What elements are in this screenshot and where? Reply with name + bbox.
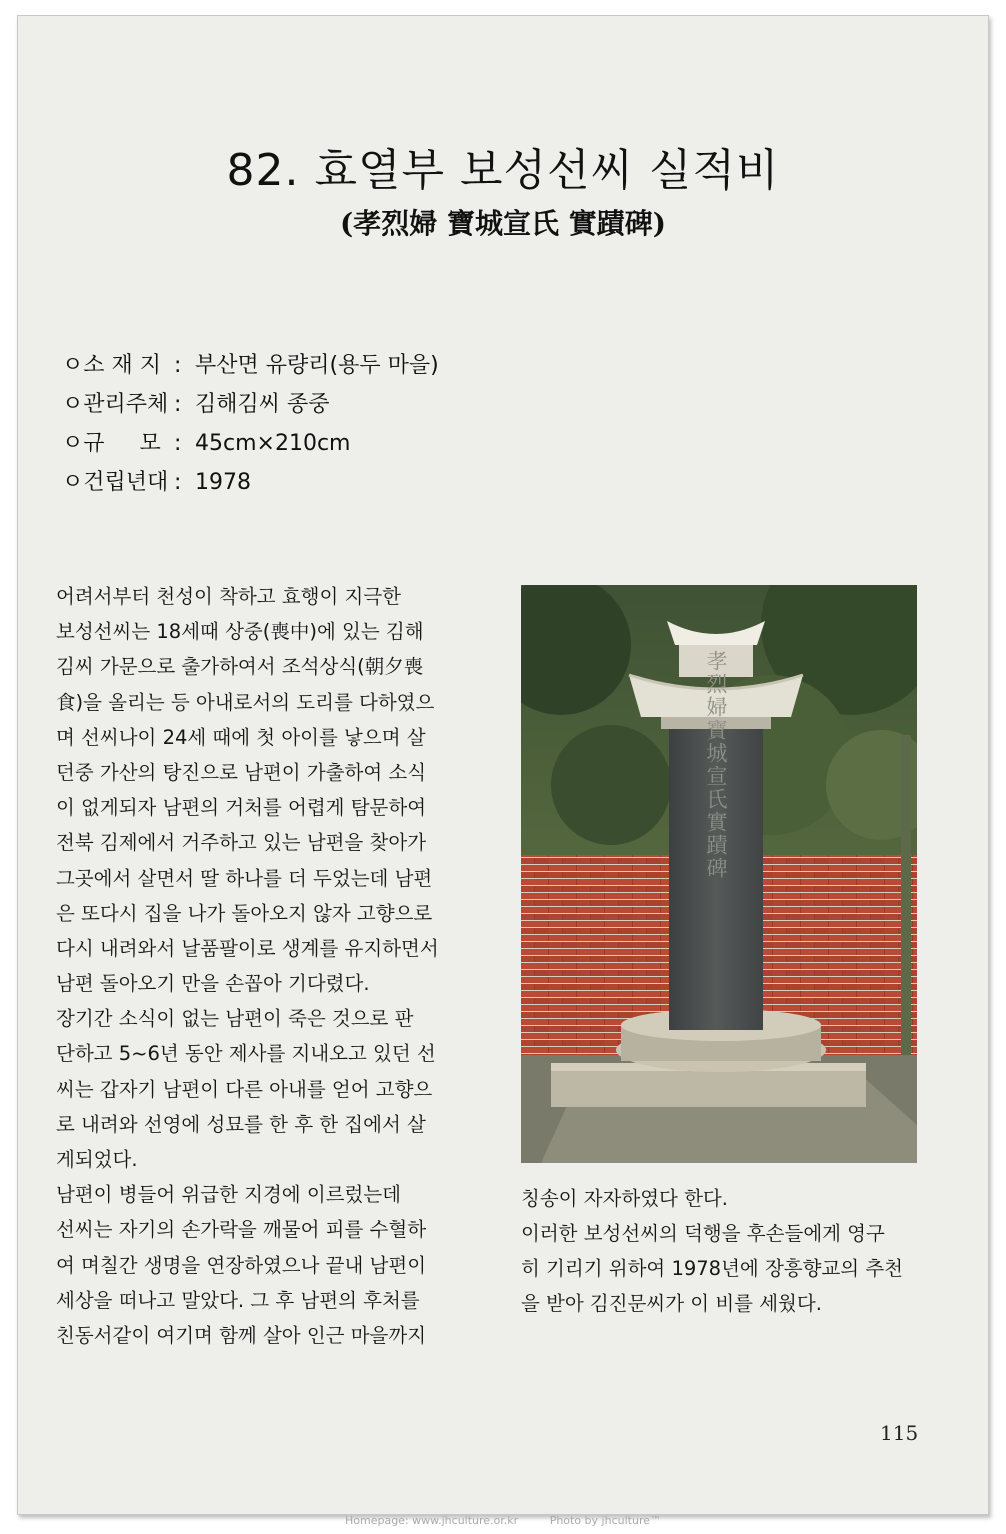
text-line: 을 받아 김진문씨가 이 비를 세웠다. xyxy=(521,1292,822,1315)
info-label: ㅇ규 모 xyxy=(62,431,161,456)
text-line: 칭송이 자자하였다 한다. xyxy=(521,1187,728,1210)
info-list xyxy=(62,346,439,502)
text-line: 선씨는 자기의 손가락을 깨물어 피를 수혈하 xyxy=(56,1218,427,1242)
text-line: 씨는 갑자기 남편이 다른 아내를 얻어 고향으 xyxy=(56,1077,433,1101)
info-value: 김해김씨 종중 xyxy=(195,392,330,417)
text-line: 이 없게되자 남편의 거처를 어렵게 탐문하여 xyxy=(56,796,427,820)
info-value: 1978 xyxy=(195,470,251,495)
body-text-left xyxy=(56,581,496,1355)
text-line: 장기간 소식이 없는 남편이 죽은 것으로 판 xyxy=(56,1007,414,1031)
info-row-size: ㅇ규 모 : 45cm×210cm xyxy=(62,424,439,463)
text-line: 남편이 병들어 위급한 지경에 이르렀는데 xyxy=(56,1183,402,1207)
stele-inscription: 孝烈婦寶城宣氏實蹟碑 xyxy=(704,650,728,880)
text-line: 친동서같이 여기며 함께 살아 인근 마을까지 xyxy=(56,1323,427,1347)
text-line: 단하고 5~6년 동안 제사를 지내오고 있던 선 xyxy=(56,1042,436,1066)
text-line: 며 선씨나이 24세 때에 첫 아이를 낳으며 살 xyxy=(56,725,426,749)
info-row-manager: ㅇ관리주체 : 김해김씨 종중 xyxy=(62,385,439,424)
title-main: 82. 효열부 보성선씨 실적비 xyxy=(226,145,780,196)
info-row-year: ㅇ건립년대 : 1978 xyxy=(62,463,439,502)
info-row-location: ㅇ소 재 지 : 부산면 유량리(용두 마을) xyxy=(62,346,439,385)
text-line: 보성선씨는 18세때 상중(喪中)에 있는 김해 xyxy=(56,620,424,644)
info-label: ㅇ소 재 지 xyxy=(62,353,161,378)
text-line: 게되었다. xyxy=(56,1148,138,1171)
info-label: ㅇ건립년대 xyxy=(62,470,169,495)
text-line: 던중 가산의 탕진으로 남편이 가출하여 소식 xyxy=(56,760,427,784)
title-sub: (孝烈婦 寶城宣氏 實蹟碑) xyxy=(340,207,666,240)
footer xyxy=(0,1514,1006,1527)
body-text-right xyxy=(521,1181,921,1321)
text-line: 여 며칠간 생명을 연장하였으나 끝내 남편이 xyxy=(56,1253,427,1277)
text-line: 김씨 가문으로 출가하여서 조석상식(朝夕喪 xyxy=(56,655,424,679)
text-line: 히 기리기 위하여 1978년에 장흥향교의 추천 xyxy=(521,1257,904,1280)
text-line: 전북 김제에서 거주하고 있는 남편을 찾아가 xyxy=(56,831,427,855)
text-line: 은 또다시 집을 나가 돌아오지 않자 고향으로 xyxy=(56,901,433,925)
footer-homepage: Homepage: www.jhculture.or.kr xyxy=(344,1514,519,1527)
text-line: 세상을 떠나고 말았다. 그 후 남편의 후처를 xyxy=(56,1288,420,1312)
text-line: 이러한 보성선씨의 덕행을 후손들에게 영구 xyxy=(521,1222,885,1245)
info-value: 부산면 유량리(용두 마을) xyxy=(195,353,439,378)
text-line: 食)을 올리는 등 아내로서의 도리를 다하였으 xyxy=(56,690,435,714)
text-line: 로 내려와 선영에 성묘를 한 후 한 집에서 살 xyxy=(56,1112,426,1136)
info-label: ㅇ관리주체 xyxy=(62,392,169,417)
text-line: 그곳에서 살면서 딸 하나를 더 두었는데 남편 xyxy=(56,866,433,890)
text-line: 남편 돌아오기 만을 손꼽아 기다렸다. xyxy=(56,972,370,996)
stele-photo xyxy=(521,585,917,1163)
text-line: 어려서부터 천성이 착하고 효행이 지극한 xyxy=(56,585,402,608)
text-line: 다시 내려와서 날품팔이로 생계를 유지하면서 xyxy=(56,936,439,960)
book-page xyxy=(17,15,989,1515)
info-value: 45cm×210cm xyxy=(195,431,351,456)
footer-photo-credit: Photo by jhculture™ xyxy=(549,1514,661,1527)
page-title xyxy=(18,134,988,242)
page-number: 115 xyxy=(880,1421,919,1445)
stele-photo-illustration xyxy=(521,585,917,1163)
